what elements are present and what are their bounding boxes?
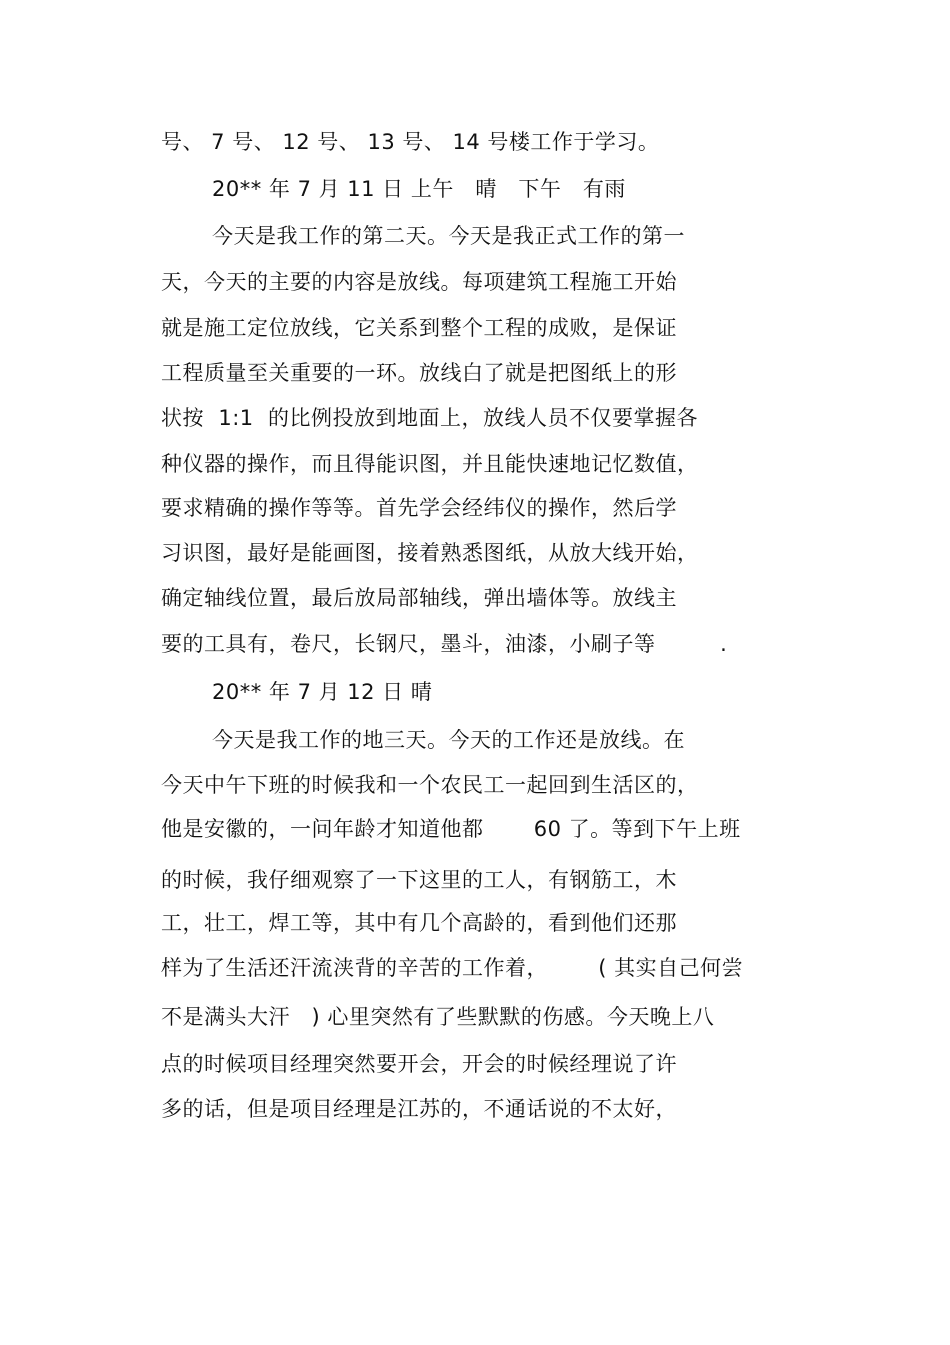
text-line: 点的时候项目经理突然要开会，开会的时候经理说了许	[161, 1052, 677, 1076]
text-line: 就是施工定位放线，它关系到整个工程的成败，是保证	[161, 316, 677, 340]
text-line: 多的话，但是项目经理是江苏的，不通话说的不太好，	[161, 1097, 677, 1121]
text-line: 样为了生活还汗流浃背的辛苦的工作着， ( 其实自己何尝	[161, 956, 744, 980]
text-line: 他是安徽的，一问年龄才知道他都 60 了。等到下午上班	[161, 817, 741, 841]
text-line: 确定轴线位置，最后放局部轴线，弹出墙体等。放线主	[161, 586, 677, 610]
text-line: 天，今天的主要的内容是放线。每项建筑工程施工开始	[161, 270, 677, 294]
diary-date-heading: 20** 年 7 月 12 日 晴	[212, 680, 433, 704]
text-line: 今天中午下班的时候我和一个农民工一起回到生活区的，	[161, 773, 699, 797]
text-line: 工程质量至关重要的一环。放线白了就是把图纸上的形	[161, 361, 677, 385]
diary-date-heading: 20** 年 7 月 11 日 上午 晴 下午 有雨	[212, 177, 626, 201]
text-line: 今天是我工作的地三天。今天的工作还是放线。在	[212, 728, 685, 752]
text-line: 今天是我工作的第二天。今天是我正式工作的第一	[212, 224, 685, 248]
text-line: 工，壮工，焊工等，其中有几个高龄的，看到他们还那	[161, 911, 677, 935]
text-line: 的时候，我仔细观察了一下这里的工人，有钢筋工，木	[161, 868, 677, 892]
text-line: 要求精确的操作等等。首先学会经纬仪的操作，然后学	[161, 496, 677, 520]
text-line: 号、 7 号、 12 号、 13 号、 14 号楼工作于学习。	[161, 130, 660, 154]
text-line: 种仪器的操作，而且得能识图，并且能快速地记忆数值，	[161, 452, 699, 476]
text-line: 不是满头大汗 ) 心里突然有了些默默的伤感。今天晚上八	[161, 1005, 715, 1029]
text-line: 状按 1:1 的比例投放到地面上，放线人员不仅要掌握各	[161, 406, 698, 430]
text-line: 习识图，最好是能画图，接着熟悉图纸，从放大线开始，	[161, 541, 699, 565]
text-line: 要的工具有，卷尺，长钢尺，墨斗，油漆，小刷子等 .	[161, 632, 728, 656]
